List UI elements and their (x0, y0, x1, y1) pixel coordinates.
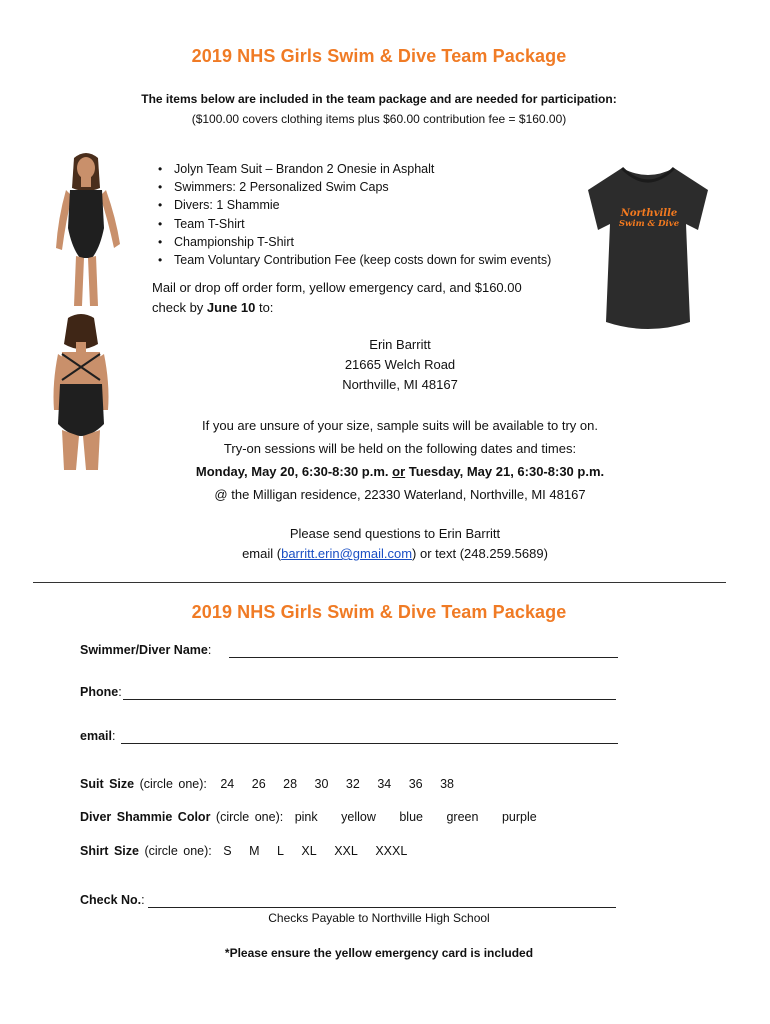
tryon-date2: Tuesday, May 21, 6:30-8:30 p.m. (408, 464, 605, 479)
mail-line1: Mail or drop off order form, yellow emergency card, and $160.00 (152, 280, 522, 295)
list-item: • Jolyn Team Suit – Brandon 2 Onesie in Asphalt (154, 160, 584, 178)
shammie-color-option[interactable]: green (446, 810, 479, 824)
mail-line2 (152, 298, 582, 318)
shirt-size-note: (circle one): (138, 844, 212, 858)
tryon-location: @ the Milligan residence, 22330 Waterland, Northville, MI 48167 (214, 487, 586, 502)
suit-size-option[interactable]: 28 (283, 777, 298, 791)
email-link[interactable]: barritt.erin@gmail.com (281, 546, 413, 561)
suit-size-option[interactable]: 34 (377, 777, 392, 791)
tryon-line2: Try-on sessions will be held on the following dates and times: (223, 441, 577, 456)
page-title: 2019 NHS Girls Swim & Dive Team Package (191, 46, 567, 66)
shirt-size-option[interactable]: XXL (334, 844, 358, 858)
due-date: June 10 (206, 300, 256, 315)
shammie-color-option[interactable]: pink (294, 810, 318, 824)
phone-field-label (80, 685, 122, 699)
list-item: • Divers: 1 Shammie (154, 196, 584, 214)
cost-note: ($100.00 covers clothing items plus $60.00 contribution fee = $160.00) (191, 112, 567, 126)
shirt-size-option[interactable]: L (276, 844, 284, 858)
suit-size-option[interactable]: 24 (220, 777, 235, 791)
shirt-size-option[interactable]: M (249, 844, 260, 858)
contact-info (100, 524, 690, 564)
list-item: • Team Voluntary Contribution Fee (keep costs down for swim events) (154, 251, 584, 269)
name-field-label (80, 643, 211, 657)
tryon-or: or (392, 464, 406, 479)
suit-size-option[interactable]: 26 (251, 777, 266, 791)
colon: : (207, 643, 212, 657)
colon: : (141, 893, 145, 907)
list-item: • Swimmers: 2 Personalized Swim Caps (154, 178, 584, 196)
email-label: email (80, 729, 112, 743)
shammie-color-option[interactable]: blue (399, 810, 423, 824)
shammie-color-option[interactable]: purple (501, 810, 537, 824)
mailing-address (260, 335, 540, 395)
mail-line2-post: to: (255, 300, 274, 315)
phone-label: Phone (80, 685, 119, 699)
mail-line2-pre: check by (152, 300, 207, 315)
suit-size-option[interactable]: 30 (314, 777, 329, 791)
contact-line1: Please send questions to Erin Barritt (289, 526, 501, 541)
section-divider (33, 582, 726, 583)
shammie-color-note: (circle one): (210, 810, 284, 824)
suit-size-option[interactable]: 32 (345, 777, 360, 791)
tryon-line1: If you are unsure of your size, sample suits will be available to try on. (202, 418, 598, 433)
address-street: 21665 Welch Road (344, 357, 456, 372)
email-field[interactable] (121, 743, 618, 744)
colon: : (118, 685, 122, 699)
suit-size-note: (circle one): (134, 777, 207, 791)
list-item: • Championship T-Shirt (154, 233, 584, 251)
tryon-info (100, 414, 700, 506)
shirt-logo-line2: Swim & Dive (618, 219, 680, 229)
email-field-label (80, 729, 115, 743)
list-item: • Team T-Shirt (154, 215, 584, 233)
shammie-color-row (80, 810, 549, 824)
check-number-field[interactable] (148, 907, 616, 908)
colon: : (111, 729, 116, 743)
suit-size-option[interactable]: 36 (408, 777, 423, 791)
contact-line2 (100, 544, 690, 564)
address-city: Northville, MI 48167 (342, 377, 458, 392)
team-tshirt-photo (582, 160, 714, 334)
contact-email-pre: email ( (242, 546, 282, 561)
emergency-card-reminder: *Please ensure the yellow emergency card is included (224, 946, 534, 960)
tryon-date1: Monday, May 20, 6:30-8:30 p.m. (195, 464, 389, 479)
contact-email-post: ) or text (248.259.5689) (412, 546, 548, 561)
name-label: Swimmer/Diver Name (80, 643, 208, 657)
name-field[interactable] (229, 657, 618, 658)
shirt-size-label: Shirt Size (80, 844, 139, 858)
package-items-list (154, 160, 584, 269)
swimsuit-front-photo (36, 148, 136, 308)
suit-size-row (80, 777, 466, 791)
shammie-color-label: Diver Shammie Color (80, 810, 211, 824)
check-label: Check No. (80, 893, 142, 907)
intro-text: The items below are included in the team package and are needed for participation: (141, 92, 617, 106)
shirt-size-row (80, 844, 419, 858)
shirt-logo-line1: Northville (620, 208, 678, 219)
shirt-size-option[interactable]: XL (301, 844, 317, 858)
suit-size-label: Suit Size (80, 777, 135, 791)
phone-field[interactable] (123, 699, 616, 700)
tryon-dates (100, 460, 700, 483)
check-field-label (80, 893, 145, 907)
shammie-color-option[interactable]: yellow (341, 810, 376, 824)
shirt-size-option[interactable]: XXXL (375, 844, 408, 858)
mail-instructions (152, 278, 582, 318)
form-title: 2019 NHS Girls Swim & Dive Team Package (191, 602, 567, 622)
checks-payable-note: Checks Payable to Northville High School (268, 911, 490, 925)
shirt-size-option[interactable]: S (223, 844, 232, 858)
address-name: Erin Barritt (369, 337, 431, 352)
suit-size-option[interactable]: 38 (440, 777, 454, 791)
